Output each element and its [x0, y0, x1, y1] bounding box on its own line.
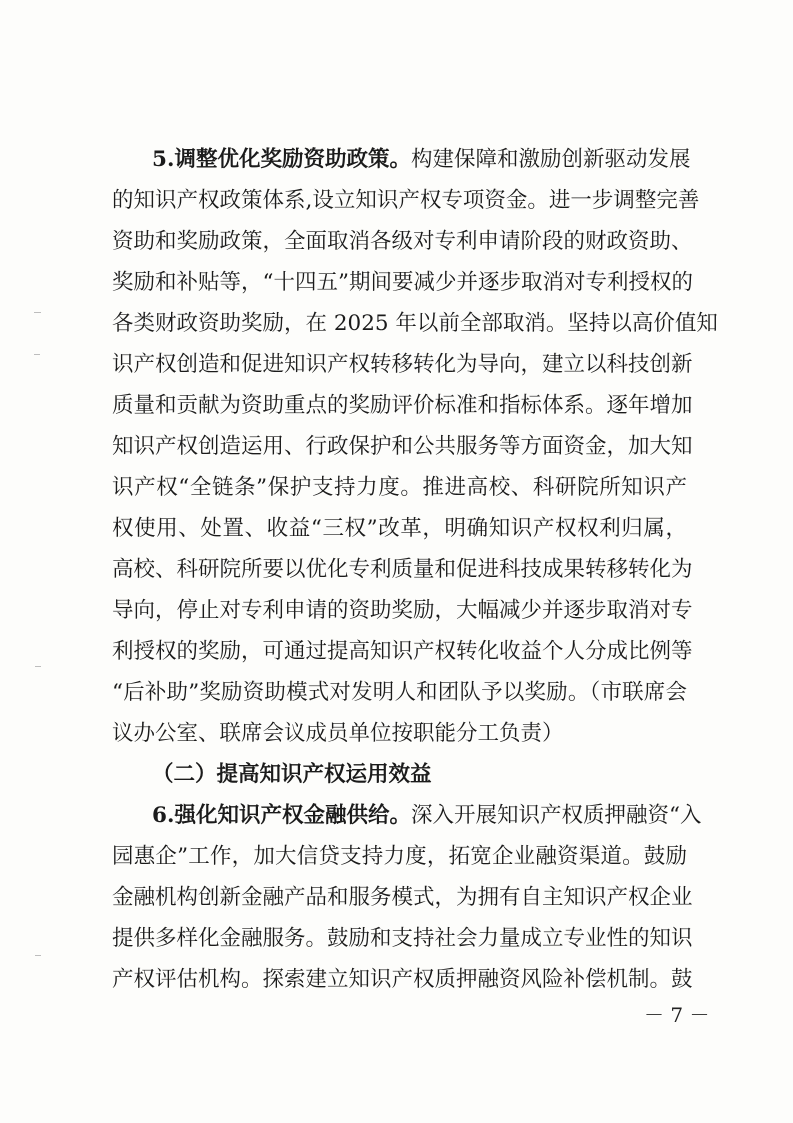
- paragraph-5-line-10: 权使用、处置、收益“三权”改革，明确知识产权权利归属，: [112, 516, 687, 541]
- paragraph-5-line-8: 知识产权创造运用、行政保护和公共服务等方面资金，加大知: [112, 434, 693, 459]
- paragraph-5-line-9: 识产权“全链条”保护支持力度。推进高校、科研院所知识产: [112, 475, 687, 500]
- paragraph-5-line-12: 导向，停止对专利申请的资助奖励，大幅减少并逐步取消对专: [112, 598, 693, 623]
- paragraph-5-line-11: 高校、科研院所要以优化专利质量和促进科技成果转移转化为: [112, 557, 693, 582]
- paragraph-5-text: 构建保障和激励创新驱动发展: [410, 147, 691, 172]
- page-number: － 7 －: [644, 1003, 710, 1027]
- paragraph-6-title: 6.强化知识产权金融供给。: [152, 803, 411, 828]
- paragraph-5-line-1: [152, 143, 691, 177]
- scan-mark: [35, 955, 41, 956]
- paragraph-5-line-3: 资助和奖励政策，全面取消各级对专利申请阶段的财政资助、: [112, 229, 693, 254]
- paragraph-6-line-4: 提供多样化金融服务。鼓励和支持社会力量成立专业性的知识: [112, 926, 693, 951]
- paragraph-6-line-1: [152, 799, 702, 833]
- paragraph-5-line-4: 奖励和补贴等，“十四五”期间要减少并逐步取消对专利授权的: [112, 270, 693, 295]
- paragraph-6-text: 深入开展知识产权质押融资“入: [410, 803, 702, 828]
- paragraph-5-line-15: 议办公室、联席会议成员单位按职能分工负责）: [112, 721, 564, 746]
- paragraph-5-line-14: “后补助”奖励资助模式对发明人和团队予以奖励。（市联席会: [112, 680, 687, 705]
- scan-mark: [35, 666, 41, 667]
- paragraph-5-line-7: 质量和贡献为资助重点的奖励评价标准和指标体系。逐年增加: [112, 393, 693, 418]
- section-heading: （二）提高知识产权运用效益: [152, 762, 432, 787]
- paragraph-5-title: 5.调整优化奖励资助政策。: [152, 147, 411, 172]
- paragraph-5-line-2: 的知识产权政策体系,设立知识产权专项资金。进一步调整完善: [112, 188, 700, 213]
- scan-mark: [34, 354, 40, 355]
- paragraph-6-line-2: 园惠企”工作，加大信贷支持力度，拓宽企业融资渠道。鼓励: [112, 844, 687, 869]
- paragraph-5-line-6: 识产权创造和促进知识产权转移转化为导向，建立以科技创新: [112, 352, 693, 377]
- scan-mark: [34, 312, 41, 313]
- paragraph-5-line-5: 各类财政资助奖励，在 2025 年以前全部取消。坚持以高价值知: [112, 311, 718, 336]
- paragraph-6-line-3: 金融机构创新金融产品和服务模式，为拥有自主知识产权企业: [112, 885, 693, 910]
- paragraph-5-line-13: 利授权的奖励，可通过提高知识产权转化收益个人分成比例等: [112, 639, 693, 664]
- paragraph-6-line-5: 产权评估机构。探索建立知识产权质押融资风险补偿机制。鼓: [112, 967, 693, 992]
